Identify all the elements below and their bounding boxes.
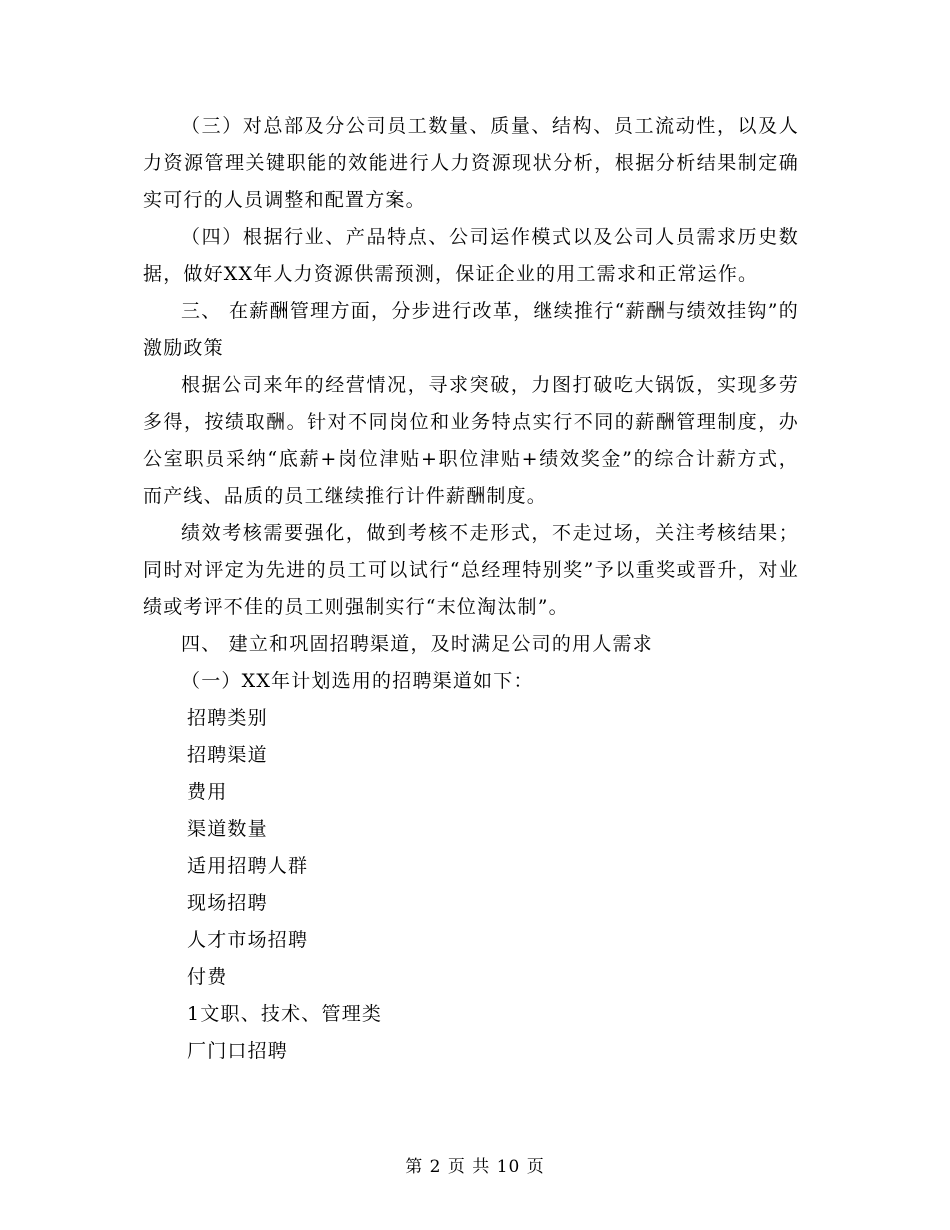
paragraph-supply-forecast: （四）根据行业、产品特点、公司运作模式以及公司人员需求历史数据，做好XX年人力资源供需预测，保证企业的用工需求和正常运作。 bbox=[143, 226, 799, 285]
table-cell: 招聘类别 bbox=[187, 707, 268, 729]
table-cell: 渠道数量 bbox=[187, 818, 268, 840]
section-heading-compensation: 三、 在薪酬管理方面，分步进行改革，继续推行“薪酬与绩效挂钩”的激励政策 bbox=[143, 300, 799, 359]
table-cell: 人才市场招聘 bbox=[187, 929, 309, 951]
paragraph-compensation-reform: 根据公司来年的经营情况，寻求突破，力图打破吃大锅饭，实现多劳多得，按绩取酬。针对不同岗位和业务特点实行不同的薪酬管理制度，办公室职员采纳“底薪+岗位津贴+职位津贴+绩效奖金”的综合计薪方式，而产线、品质的员工继续推行计件薪酬制度。 bbox=[143, 374, 799, 507]
table-cell: 1文职、技术、管理类 bbox=[187, 1003, 383, 1025]
paragraph-staff-analysis: （三）对总部及分公司员工数量、质量、结构、员工流动性，以及人力资源管理关键职能的效能进行人力资源现状分析，根据分析结果制定确实可行的人员调整和配置方案。 bbox=[143, 115, 799, 211]
table-cell: 招聘渠道 bbox=[187, 744, 268, 766]
document-body bbox=[143, 108, 799, 1070]
paragraph-performance-review: 绩效考核需要强化，做到考核不走形式，不走过场，关注考核结果；同时对评定为先进的员工可以试行“总经理特别奖”予以重奖或晋升，对业绩或考评不佳的员工则强制实行“末位淘汰制”。 bbox=[143, 522, 799, 618]
table-cell: 现场招聘 bbox=[187, 892, 268, 914]
section-heading-recruitment: 四、 建立和巩固招聘渠道，及时满足公司的用人需求 bbox=[181, 633, 653, 655]
table-cell: 付费 bbox=[187, 966, 228, 988]
table-cell: 厂门口招聘 bbox=[187, 1040, 289, 1062]
table-cell: 费用 bbox=[187, 781, 228, 803]
table-cell: 适用招聘人群 bbox=[187, 855, 309, 877]
page-footer: 第 2 页 共 10 页 bbox=[405, 1157, 545, 1177]
subheading-recruitment-channels: （一）XX年计划选用的招聘渠道如下： bbox=[181, 670, 534, 692]
recruitment-table-cells bbox=[143, 700, 799, 1070]
